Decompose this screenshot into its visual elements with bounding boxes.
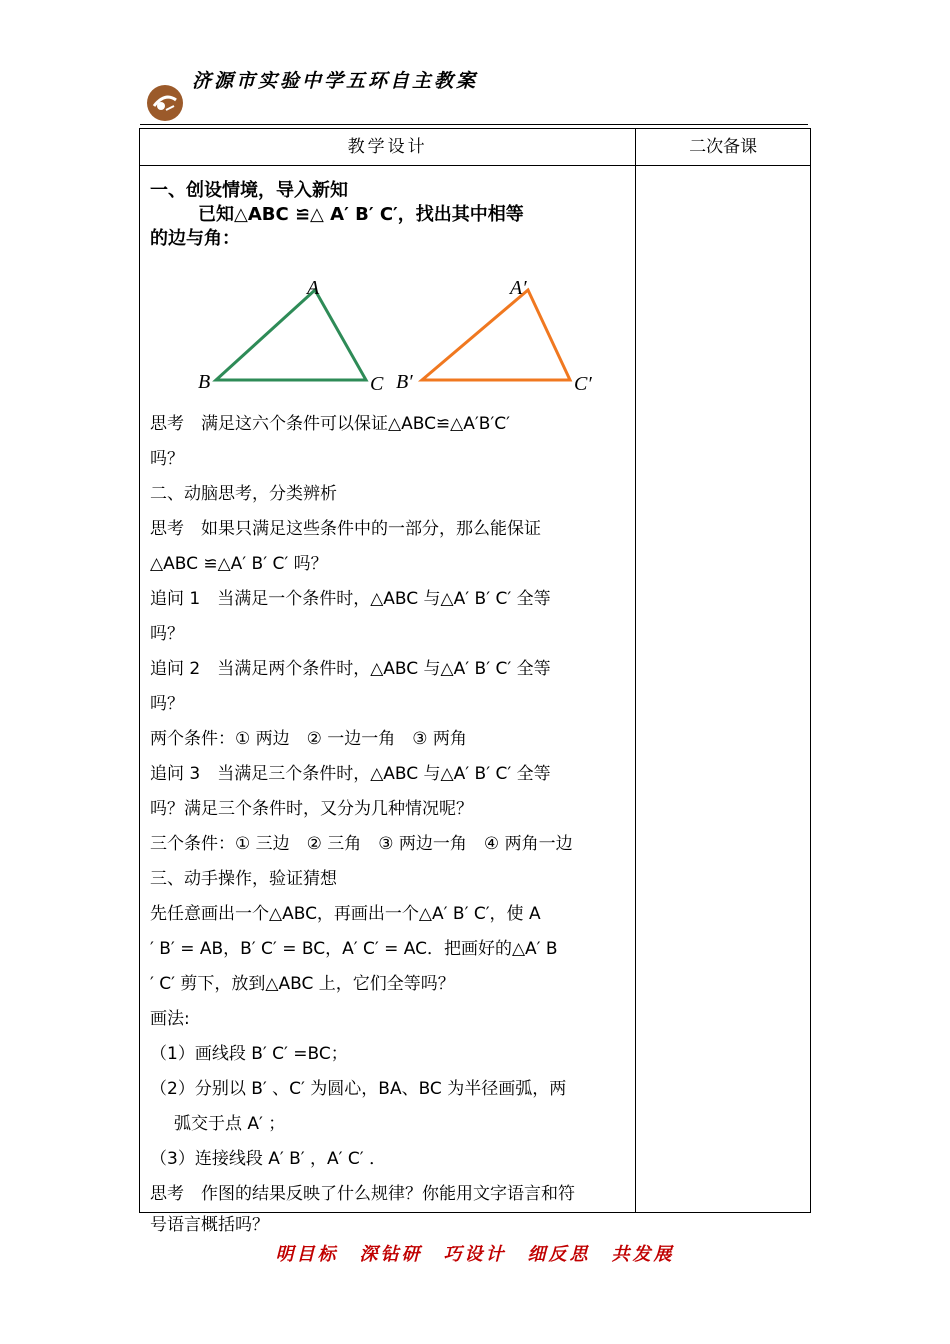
text-line: （1）画线段 B′ C′ =BC； [150,1044,348,1064]
text-line: ′ C′ 剪下，放到△ABC 上，它们全等吗？ [150,974,455,994]
text-line: 思考 如果只满足这些条件中的一部分，那么能保证 [150,519,541,539]
section-heading-2: 二、动脑思考，分类辨析 [150,484,337,504]
text-line: 追问 1 当满足一个条件时，△ABC 与△A′ B′ C′ 全等 [150,589,551,609]
revision-column [636,166,811,1213]
text-line: 已知△ABC ≌△ A′ B′ C′，找出其中相等 [198,204,524,225]
text-line: △ABC ≌△A′ B′ C′ 吗？ [150,554,328,574]
label-b-prime: B′ [396,371,413,393]
column-header-design: 教学设计 [140,129,636,166]
text-line: （2）分别以 B′ 、C′ 为圆心，BA、BC 为半径画弧，两 [150,1079,567,1099]
label-a: A [307,277,320,299]
text-line: 弧交于点 A′ ； [174,1114,286,1134]
text-line: 的边与角： [150,228,240,249]
text-line: （3）连接线段 A′ B′ ，A′ C′ ． [150,1149,387,1169]
text-line: 吗？ [150,624,184,644]
section-heading-1: 一、创设情境，导入新知 [150,180,348,201]
column-header-revision: 二次备课 [636,129,811,166]
congruent-triangles-figure [140,166,636,406]
lesson-table [139,128,811,1235]
label-c-prime: C′ [574,373,592,395]
triangle-abc [216,290,366,380]
text-line: ′ B′ = AB，B′ C′ = BC，A′ C′ = AC．把画好的△A′ B [150,939,558,959]
text-line: 思考 作图的结果反映了什么规律？你能用文字语言和符 [150,1184,575,1204]
header-rule [140,124,808,125]
label-b: B [198,371,211,393]
text-line: 两个条件：① 两边 ② 一边一角 ③ 两角 [150,729,467,749]
text-line: 追问 2 当满足两个条件时，△ABC 与△A′ B′ C′ 全等 [150,659,551,679]
text-line: 画法: [150,1009,190,1029]
school-logo [146,84,184,122]
footer-motto: 明目标 深钻研 巧设计 细反思 共发展 [275,1244,675,1265]
design-content [140,166,636,1235]
text-line: 思考 满足这六个条件可以保证△ABC≌△A′B′C′ [150,414,510,434]
text-line: 吗？ [150,694,184,714]
text-line: 吗？满足三个条件时，又分为几种情况呢？ [150,799,473,819]
school-title: 济源市实验中学五环自主教案 [192,70,479,92]
text-line: 追问 3 当满足三个条件时，△ABC 与△A′ B′ C′ 全等 [150,764,551,784]
section-heading-3: 三、动手操作，验证猜想 [150,869,337,889]
text-line: 先任意画出一个△ABC，再画出一个△A′ B′ C′，使 A [150,904,541,924]
label-c: C [370,373,384,395]
triangle-a-prime [422,290,570,380]
text-line: 三个条件：① 三边 ② 三角 ③ 两边一角 ④ 两角一边 [150,834,573,854]
text-line: 号语言概括吗？ [150,1215,269,1235]
label-a-prime: A′ [510,277,527,299]
text-line: 吗？ [150,449,184,469]
